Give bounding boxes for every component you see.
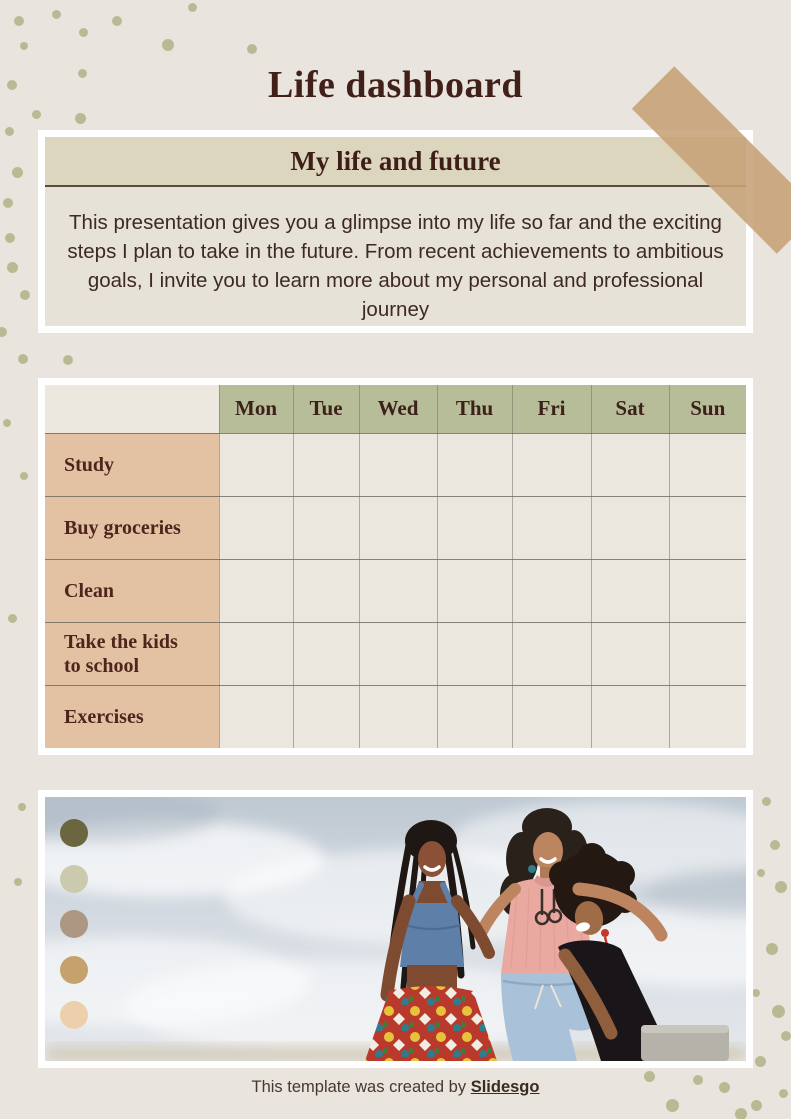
- schedule-cell[interactable]: [219, 433, 293, 496]
- dot-decoration: [112, 16, 122, 26]
- dot-decoration: [52, 10, 61, 19]
- schedule-cell[interactable]: [359, 685, 437, 748]
- dot-decoration: [781, 1031, 791, 1041]
- day-header-tue: Tue: [293, 385, 359, 433]
- dot-decoration: [770, 840, 780, 850]
- dot-decoration: [79, 28, 88, 37]
- dot-decoration: [735, 1108, 747, 1119]
- schedule-cell[interactable]: [669, 685, 746, 748]
- schedule-cell[interactable]: [293, 559, 359, 622]
- dot-decoration: [0, 327, 7, 337]
- dot-decoration: [3, 419, 11, 427]
- palette-swatch-1: [60, 819, 88, 847]
- schedule-cell[interactable]: [512, 685, 591, 748]
- dot-decoration: [63, 355, 73, 365]
- dot-decoration: [666, 1099, 679, 1112]
- task-label-clean: Clean: [45, 559, 219, 622]
- schedule-cell[interactable]: [512, 496, 591, 559]
- schedule-cell[interactable]: [219, 622, 293, 685]
- dot-decoration: [247, 44, 257, 54]
- schedule-cell[interactable]: [219, 685, 293, 748]
- intro-card-header: [45, 137, 746, 187]
- intro-heading: My life and future: [290, 145, 501, 176]
- footer-text: This template was created by: [251, 1078, 471, 1096]
- schedule-cell[interactable]: [591, 559, 669, 622]
- dot-decoration: [75, 113, 86, 124]
- photo: [45, 797, 746, 1061]
- photo-stone-block: [641, 1025, 729, 1061]
- task-label-take-the-kids-to-school: Take the kids to school: [45, 622, 219, 685]
- dot-decoration: [8, 614, 17, 623]
- day-header-wed: Wed: [359, 385, 437, 433]
- dot-decoration: [20, 42, 28, 50]
- dot-decoration: [772, 1005, 785, 1018]
- schedule-cell[interactable]: [437, 559, 512, 622]
- dot-decoration: [751, 1100, 762, 1111]
- task-label-study: Study: [45, 433, 219, 496]
- dot-decoration: [18, 354, 28, 364]
- task-label-exercises: Exercises: [45, 685, 219, 748]
- photo-illustration: [45, 797, 746, 1061]
- schedule-cell[interactable]: [512, 622, 591, 685]
- schedule-cell[interactable]: [359, 622, 437, 685]
- schedule-cell[interactable]: [591, 496, 669, 559]
- schedule-cell[interactable]: [359, 559, 437, 622]
- schedule-cell[interactable]: [669, 559, 746, 622]
- schedule-cell[interactable]: [437, 433, 512, 496]
- palette-swatch-3: [60, 910, 88, 938]
- dot-decoration: [162, 39, 174, 51]
- schedule-cell[interactable]: [591, 622, 669, 685]
- schedule-cell[interactable]: [437, 622, 512, 685]
- dot-decoration: [20, 472, 28, 480]
- schedule-cell[interactable]: [293, 622, 359, 685]
- schedule-cell[interactable]: [437, 496, 512, 559]
- day-header-fri: Fri: [512, 385, 591, 433]
- table-row: [45, 433, 746, 496]
- schedule-cell[interactable]: [293, 496, 359, 559]
- schedule-header-row: [45, 385, 746, 433]
- dot-decoration: [18, 803, 26, 811]
- dot-decoration: [5, 127, 14, 136]
- page-title: Life dashboard: [267, 64, 524, 106]
- dot-decoration: [12, 167, 23, 178]
- table-row: [45, 685, 746, 748]
- schedule-cell[interactable]: [359, 433, 437, 496]
- schedule-cell[interactable]: [512, 559, 591, 622]
- palette-swatch-2: [60, 865, 88, 893]
- table-row: [45, 559, 746, 622]
- photo-frame: [38, 790, 753, 1068]
- schedule-cell[interactable]: [359, 496, 437, 559]
- schedule-cell[interactable]: [591, 685, 669, 748]
- dot-decoration: [14, 878, 22, 886]
- weekly-schedule-table: [45, 385, 746, 748]
- schedule-cell[interactable]: [669, 622, 746, 685]
- schedule-cell[interactable]: [512, 433, 591, 496]
- dot-decoration: [20, 290, 30, 300]
- intro-card-body: [45, 187, 746, 326]
- schedule-cell[interactable]: [219, 559, 293, 622]
- dot-decoration: [755, 1056, 766, 1067]
- intro-paragraph: This presentation gives you a glimpse into my life so far and the exciting steps I plan to take in the future. From recent achievements to ambitious goals, I invite you to learn more about my personal and professional journey: [67, 211, 724, 322]
- dot-decoration: [775, 881, 787, 893]
- day-header-thu: Thu: [437, 385, 512, 433]
- schedule-cell[interactable]: [669, 433, 746, 496]
- day-header-mon: Mon: [219, 385, 293, 433]
- schedule-corner-cell: [45, 385, 219, 433]
- task-label-buy-groceries: Buy groceries: [45, 496, 219, 559]
- schedule-cell[interactable]: [591, 433, 669, 496]
- dot-decoration: [7, 262, 18, 273]
- slidesgo-link[interactable]: Slidesgo: [470, 1078, 540, 1096]
- dot-decoration: [757, 869, 765, 877]
- dot-decoration: [752, 989, 760, 997]
- schedule-cell[interactable]: [219, 496, 293, 559]
- day-header-sat: Sat: [591, 385, 669, 433]
- table-row: [45, 622, 746, 685]
- weekly-schedule: [38, 378, 753, 755]
- intro-card: [38, 130, 753, 333]
- footer-credit: [0, 1078, 791, 1097]
- schedule-cell[interactable]: [669, 496, 746, 559]
- schedule-cell[interactable]: [437, 685, 512, 748]
- dot-decoration: [3, 198, 13, 208]
- schedule-cell[interactable]: [293, 685, 359, 748]
- palette-swatch-5: [60, 1001, 88, 1029]
- dot-decoration: [188, 3, 197, 12]
- palette-swatch-4: [60, 956, 88, 984]
- dot-decoration: [32, 110, 41, 119]
- dot-decoration: [762, 797, 771, 806]
- dot-decoration: [766, 943, 778, 955]
- day-header-sun: Sun: [669, 385, 746, 433]
- table-row: [45, 496, 746, 559]
- dot-decoration: [14, 16, 24, 26]
- dot-decoration: [5, 233, 15, 243]
- schedule-cell[interactable]: [293, 433, 359, 496]
